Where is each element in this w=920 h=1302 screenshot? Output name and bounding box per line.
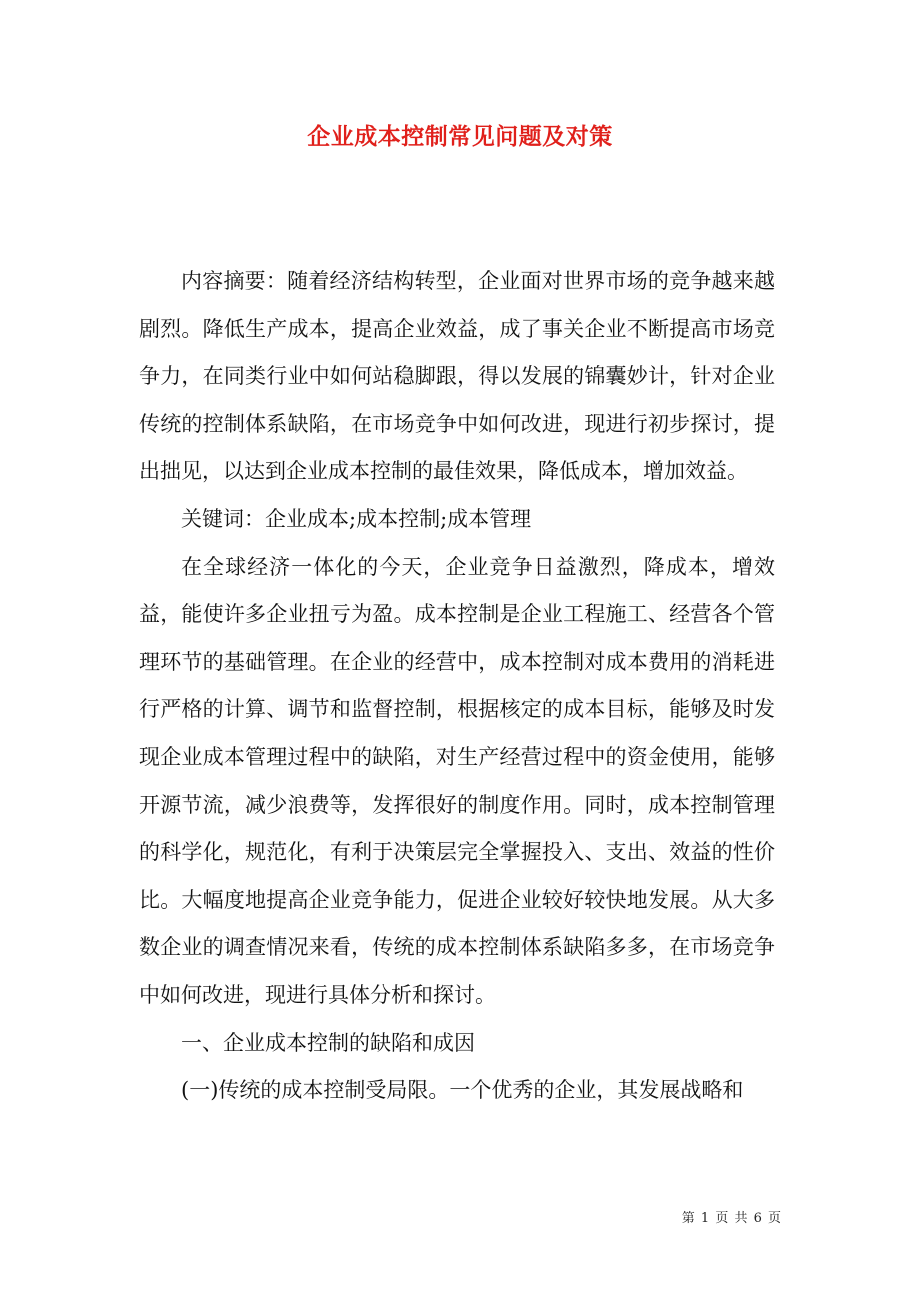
page-number-footer: 第 1 页 共 6 页 xyxy=(681,1211,782,1226)
subsection-paragraph: (一)传统的成本控制受局限。一个优秀的企业，其发展战略和 xyxy=(181,1078,744,1103)
section-heading: 一、企业成本控制的缺陷和成因 xyxy=(181,1030,475,1055)
document-body xyxy=(139,258,775,1115)
keywords-paragraph: 关键词：企业成本;成本控制;成本管理 xyxy=(181,506,532,531)
introduction-paragraph: 在全球经济一体化的今天，企业竞争日益激烈，降成本，增效益，能使许多企业扭亏为盈。成本控制是企业工程施工、经营各个管理环节的基础管理。在企业的经营中，成本控制对成本费用的消耗进行严格的计算、调节和监督控制，根据核定的成本目标，能够及时发现企业成本管理过程中的缺陷，对生产经营过程中的资金使用，能够开源节流，减少浪费等，发挥很好的制度作用。同时，成本控制管理的科学化，规范化，有利于决策层完全掌握投入、支出、效益的性价比。大幅度地提高企业竞争能力，促进企业较好较快地发展。从大多数企业的调查情况来看，传统的成本控制体系缺陷多多，在市场竞争中如何改进，现进行具体分析和探讨。 xyxy=(139,554,775,1007)
document-title: 企业成本控制常见问题及对策 xyxy=(307,123,613,150)
abstract-paragraph: 内容摘要：随着经济结构转型，企业面对世界市场的竞争越来越剧烈。降低生产成本，提高企业效益，成了事关企业不断提高市场竞争力，在同类行业中如何站稳脚跟，得以发展的锦囊妙计，针对企业传统的控制体系缺陷，在市场竞争中如何改进，现进行初步探讨，提出拙见，以达到企业成本控制的最佳效果，降低成本，增加效益。 xyxy=(139,269,775,484)
